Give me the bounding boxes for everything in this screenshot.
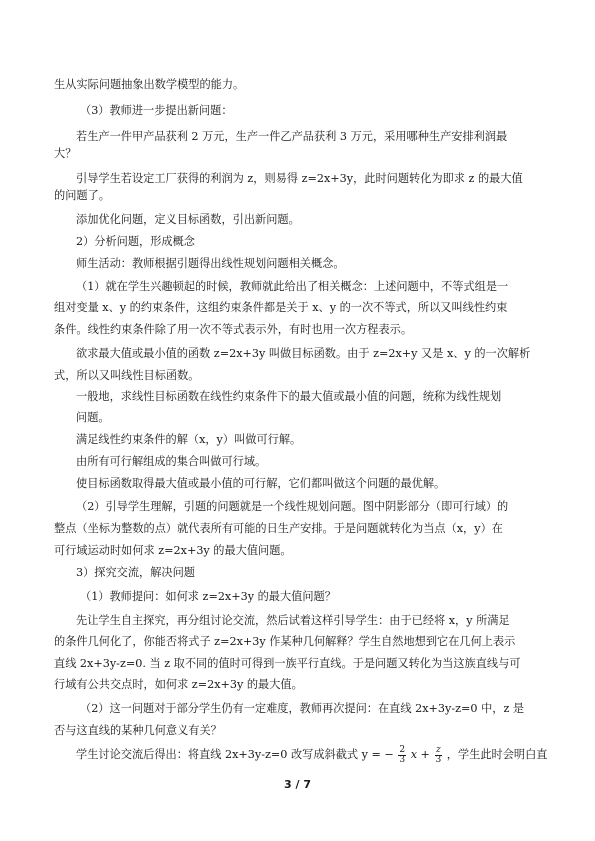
- equation-line: [0, 743, 595, 767]
- fraction-numerator: z: [435, 744, 441, 755]
- body-line: 组对变量 x、y 的约束条件，这组约束条件都是关于 x、y 的一次不等式，所以又叫线性约束: [54, 301, 508, 314]
- body-line: （1）就在学生兴趣顿起的时候，教师就此给出了相关概念：上述问题中，不等式组是一: [76, 280, 509, 293]
- body-line: 生从实际问题抽象出数学模型的能力。: [54, 78, 245, 91]
- body-line: 否与这直线的某种几何意义有关？: [54, 724, 222, 737]
- fraction-denominator: 3: [399, 754, 406, 765]
- body-line: 条件。线性约束条件除了用一次不等式表示外，有时也用一次方程表示。: [54, 323, 413, 336]
- equation-text-after: ，学生此时会明白直: [446, 748, 548, 761]
- fraction-numerator: 2: [399, 744, 406, 755]
- body-line: 若生产一件甲产品获利 2 万元，生产一件乙产品获利 3 万元，采用哪种生产安排利润最: [76, 130, 508, 143]
- page-number: 3 / 7: [284, 778, 311, 791]
- body-line: （2）引导学生理解，引题的问题就是一个线性规划问题。图中阴影部分（即可行域）的: [76, 500, 509, 513]
- body-line: 欲求最大值或最小值的函数 z=2x+3y 叫做目标函数。由于 z=2x+y 又是 x、y 的一次解析: [76, 347, 531, 360]
- body-line: 的条件几何化了，你能否将式子 z=2x+3y 作某种几何解释？学生自然地想到它在几何上表示: [54, 635, 516, 648]
- body-line: （1）教师提问：如何求 z=2x+3y 的最大值问题？: [80, 590, 336, 603]
- body-line: 大？: [54, 147, 77, 160]
- body-line: （3）教师进一步提出新问题：: [80, 104, 233, 117]
- body-line: 整点（坐标为整数的点）就代表所有可能的日生产安排。于是问题就转化为当点（x，y）在: [54, 522, 503, 535]
- body-line: 式，所以又叫线性目标函数。: [54, 369, 200, 382]
- body-line: 问题。: [76, 411, 110, 424]
- body-line: 满足线性约束条件的解（x，y）叫做可行解。: [76, 433, 302, 446]
- body-line: 先让学生自主探究，再分组讨论交流，然后试着这样引导学生：由于已经将 x，y 所满足: [76, 614, 510, 627]
- body-line: （2）这一问题对于部分学生仍有一定难度，教师再次提问：在直线 2x+3y-z=0 中，z 是: [80, 702, 525, 715]
- body-line: 直线 2x+3y-z=0. 当 z 取不同的值时可得到一族平行直线。于是问题又转化为当这族直线与可: [54, 657, 521, 670]
- section-heading: 3）探究交流，解决问题: [76, 566, 195, 579]
- body-line: 师生活动：教师根据引题得出线性规划问题相关概念。: [76, 257, 345, 270]
- equation-text-middle: x +: [410, 748, 430, 761]
- body-line: 的问题了。: [54, 189, 110, 202]
- body-line: 引导学生若设定工厂获得的利润为 z，则易得 z=2x+3y，此时问题转化为即求 z 的最大值: [76, 172, 523, 185]
- body-line: 使目标函数取得最大值或最小值的可行解，它们都叫做这个问题的最优解。: [76, 477, 446, 490]
- section-heading: 2）分析问题，形成概念: [76, 235, 195, 248]
- fraction-denominator: 3: [435, 754, 442, 765]
- body-line: 可行域运动时如何求 z=2x+3y 的最大值问题。: [54, 544, 292, 557]
- fraction-two-thirds: [398, 746, 406, 765]
- body-line: 行域有公共交点时，如何求 z=2x+3y 的最大值。: [54, 678, 303, 691]
- fraction-z-thirds: [435, 746, 443, 765]
- body-line: 添加优化问题，定义目标函数，引出新问题。: [76, 213, 300, 226]
- body-line: 一般地，求线性目标函数在线性约束条件下的最大值或最小值的问题，统称为线性规划: [76, 390, 502, 403]
- body-line: 由所有可行解组成的集合叫做可行域。: [76, 455, 267, 468]
- equation-text-before: 学生讨论交流后得出：将直线 2x+3y-z=0 改写成斜截式 y = −: [76, 748, 394, 761]
